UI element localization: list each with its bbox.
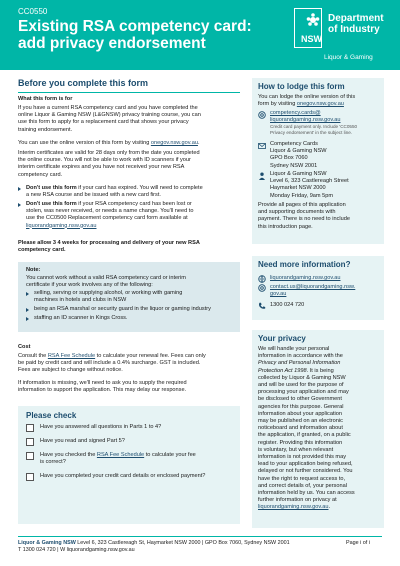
- text-line: Liquor & Gaming NSW: [270, 148, 327, 155]
- contact-email: [270, 284, 355, 298]
- text-line: processing your application and may: [258, 389, 349, 396]
- text-span: .: [328, 504, 331, 511]
- text-line: If information is missing, we'll need to ask you to supply the required: [18, 380, 187, 386]
- text-line: Haymarket NSW 2000: [270, 185, 326, 192]
- check-item: [40, 452, 196, 466]
- text-line: Level 6, 323 Castlereagh Street: [270, 178, 349, 185]
- text-line: the application, if granted, on a public: [258, 432, 351, 439]
- liquor-gaming-link[interactable]: liquorandgaming.nsw.gov.au: [26, 222, 97, 229]
- text-line: lead to your application being refused,: [258, 461, 353, 468]
- text-line: information about your application: [258, 410, 342, 417]
- text-span: form by visiting: [258, 101, 297, 108]
- processing-time: [18, 240, 244, 254]
- text-line: Privacy endorsement' in the subject line.: [270, 130, 353, 135]
- text-span: Consult the: [18, 353, 48, 359]
- logo-nsw-text: NSW: [301, 34, 322, 44]
- note-bullet: [34, 290, 238, 304]
- checkbox[interactable]: [26, 473, 34, 481]
- text-line: Fees are subject to change without notice.: [18, 367, 123, 374]
- note-panel: [18, 262, 240, 332]
- text-line: payment. There is no need to include: [258, 216, 350, 223]
- text-line: Please allow 3 4 weeks for processing and delivery of your new RSA: [18, 240, 200, 246]
- text-span: . It is being: [306, 367, 334, 374]
- what-paragraph-2: [18, 140, 244, 147]
- text-span: Protection Act 1998: [258, 367, 307, 374]
- text-line: We will handle your personal: [258, 346, 330, 352]
- text-line: competency card.: [18, 247, 66, 254]
- cost-heading: Cost: [18, 344, 31, 350]
- lodge-heading: How to lodge this form: [258, 82, 345, 91]
- text-line: and will be used for the purpose of: [258, 382, 344, 389]
- contact-email-link[interactable]: contact.us@liquorandgaming.nsw.: [270, 284, 356, 290]
- text-line: use the CC0500 Replacement competency card form available at: [26, 215, 188, 222]
- title-line-1: Existing RSA competency card:: [18, 18, 252, 35]
- text-span: Level 6, 323 Castlereagh St, Haymarket NSW 2000 | GPO Box 7060, Sydney NSW 2001: [75, 540, 290, 546]
- footer-org: Liquor & Gaming NSW: [18, 540, 76, 546]
- text-line: this introduction page.: [258, 223, 313, 230]
- text-line: machines in hotels and clubs in NSW: [34, 297, 127, 304]
- checklist-heading: Please check: [26, 411, 77, 420]
- at-icon: [258, 111, 266, 119]
- text-line: certificate if your work involves any of the following:: [26, 282, 153, 289]
- footer-contact: T 1300 024 720 | W liquorandgaming.nsw.gov.au: [18, 547, 135, 554]
- what-heading: What this form is for: [18, 96, 73, 102]
- missing-info-paragraph: [18, 380, 244, 394]
- privacy-heading: Your privacy: [258, 334, 306, 343]
- contact-email-link[interactable]: gov.au: [270, 291, 287, 298]
- mail-address: [270, 141, 327, 170]
- page-title: [18, 18, 258, 52]
- bullet-icon: [26, 308, 29, 312]
- text-line: selling, serving or supplying alcohol, or working with gaming: [34, 290, 183, 296]
- text-line: Provide all pages of this application: [258, 202, 346, 208]
- title-line-2: add privacy endorsement: [18, 35, 206, 52]
- text-line: Competency Cards: [270, 141, 318, 147]
- footer-address: [18, 540, 358, 554]
- header-banner: [0, 0, 400, 70]
- text-line: a new RSA course and be issued with a new card first.: [26, 192, 161, 199]
- info-heading: Need more information?: [258, 260, 351, 269]
- before-heading: Before you complete this form: [18, 78, 149, 88]
- text-line: and correct details of, your personal: [258, 482, 347, 489]
- waratah-icon: [306, 13, 320, 27]
- text-line: information to support the application. This may delay our response.: [18, 387, 187, 394]
- bullet-icon: [26, 292, 29, 296]
- check-item: Have you read and signed Part 5?: [40, 438, 125, 444]
- text-line: be paid by credit card and will include a 0.4% surcharge. GST is included.: [18, 360, 201, 367]
- note-bullet: being an RSA marshal or security guard in the liquor or gaming industry: [34, 306, 211, 312]
- email-block: [270, 110, 382, 136]
- phone-icon: [258, 302, 266, 310]
- cost-paragraph: [18, 353, 244, 375]
- text-span: if your RSA competency card has been lost or: [76, 201, 192, 207]
- text-line: may be published on an electronic: [258, 418, 343, 425]
- onegov-link[interactable]: onegov.nsw.gov.au: [150, 140, 198, 146]
- logo-department-line-1: Department: [328, 13, 384, 24]
- logo-department-line-2: of Industry: [328, 24, 380, 35]
- text-span: to calculate your fee: [144, 452, 196, 458]
- email-link[interactable]: competency.cards@: [270, 110, 321, 116]
- divider: [18, 92, 240, 93]
- in-person-address: [270, 171, 349, 200]
- person-icon: [258, 172, 266, 180]
- text-line: interim certificate expires and you have not received your new RSA: [18, 164, 185, 171]
- text-span: if your card has expired. You will need to complete: [76, 185, 203, 191]
- text-line: use this form to apply for a replacement card that shows your privacy: [18, 119, 189, 126]
- text-span: .: [197, 140, 200, 146]
- text-line: Privacy and Personal Information: [258, 360, 341, 367]
- text-line: You can lodge the online version of this: [258, 94, 356, 100]
- check-item: Have you answered all questions in Parts 1 to 4?: [40, 424, 162, 430]
- checkbox[interactable]: [26, 438, 34, 446]
- text-line: information in accordance with the: [258, 353, 343, 360]
- text-line: agencies for this purpose. General: [258, 403, 344, 410]
- text-line: delayed or not further considered. You: [258, 468, 353, 475]
- text-line: Credit card payment only. Include 'CC0550: [270, 124, 358, 130]
- checkbox[interactable]: [26, 452, 34, 460]
- text-line: is correct?: [40, 459, 66, 466]
- logo-department: [328, 13, 394, 35]
- text-line: collected by Liquor & Gaming NSW: [258, 374, 346, 381]
- text-line: online Liquor & Gaming NSW (L&GNSW) privacy training course, you can: [18, 112, 201, 119]
- text-line: be disclosed to other Government: [258, 396, 342, 403]
- provide-text: [258, 202, 382, 231]
- lodge-text: [258, 94, 382, 108]
- text-line: the online course. You will not be able to work with ID scanners if your: [18, 157, 191, 164]
- logo-frame: [294, 8, 322, 48]
- bullet-icon: [18, 203, 21, 207]
- onegov-link[interactable]: onegov.nsw.gov.au: [296, 101, 344, 108]
- nsw-logo: [290, 8, 390, 66]
- text-line: If you have a current RSA competency card and you have completed the: [18, 105, 198, 111]
- bullet-lost: [26, 201, 244, 230]
- text-line: register. Providing this information: [258, 439, 343, 446]
- text-line: noticeboard and information about: [258, 425, 343, 432]
- privacy-link[interactable]: liquorandgaming.nsw.gov.au: [258, 504, 329, 511]
- note-heading: Note:: [26, 267, 41, 273]
- privacy-panel: [252, 330, 384, 528]
- text-line: stolen, was never received, or needs a name change. You'll need to: [26, 208, 194, 215]
- text-line: and supporting documents with: [258, 209, 336, 216]
- note-bullet: staffing an ID scanner in Kings Cross.: [34, 315, 128, 321]
- text-line: further information on privacy at: [258, 497, 337, 504]
- website-link[interactable]: liquorandgaming.nsw.gov.au: [270, 275, 341, 281]
- page-number: Page i of i: [346, 540, 370, 546]
- text-line: information held by us. You can access: [258, 490, 355, 497]
- text-span: You can use the online version of this form by visiting: [18, 140, 151, 146]
- what-paragraph-1: [18, 105, 244, 134]
- text-span: Have you checked the: [40, 452, 97, 458]
- text-line: information is not provided this may: [258, 454, 346, 461]
- bold-text: Don't use this form: [26, 201, 77, 207]
- text-line: have the right to request access to,: [258, 475, 346, 482]
- bullet-expired: [26, 185, 244, 199]
- bullet-icon: [26, 317, 29, 321]
- checklist-panel: [18, 406, 240, 524]
- text-line: Monday Friday, 9am 5pm: [270, 192, 334, 199]
- text-line: Interim certificates are valid for 28 days only from the date you completed: [18, 150, 200, 156]
- logo-subtitle: Liquor & Gaming: [324, 54, 373, 61]
- phone-number: 1300 024 720: [270, 302, 305, 308]
- lodge-panel: [252, 78, 384, 244]
- text-line: training endorsement.: [18, 126, 73, 133]
- fee-schedule-link[interactable]: RSA Fee Schedule: [47, 353, 96, 359]
- info-panel: [252, 256, 384, 320]
- form-code: CC0550: [18, 7, 48, 16]
- footer-divider: [18, 536, 382, 537]
- text-span: to calculate your renewal fee. Fees can only: [95, 353, 206, 359]
- web-icon: [258, 275, 266, 283]
- text-line: Sydney NSW 2001: [270, 162, 318, 169]
- text-line: Liquor & Gaming NSW: [270, 171, 327, 177]
- note-text: [26, 275, 236, 289]
- bullet-icon: [18, 187, 21, 191]
- fee-schedule-link[interactable]: RSA Fee Schedule: [96, 452, 145, 458]
- text-line: You cannot work without a valid RSA competency card or interim: [26, 275, 186, 281]
- check-item: Have you completed your credit card details or enclosed payment?: [40, 473, 206, 479]
- bold-text: Don't use this form: [26, 185, 77, 191]
- at-icon: [258, 284, 266, 292]
- privacy-text: [258, 346, 382, 512]
- email-link[interactable]: liquorandgaming.nsw.gov.au: [270, 117, 341, 124]
- mail-icon: [258, 142, 266, 150]
- what-paragraph-3: [18, 150, 244, 179]
- text-line: competency card.: [18, 171, 63, 178]
- text-line: is voluntary, but when relevant: [258, 446, 334, 453]
- checkbox[interactable]: [26, 424, 34, 432]
- text-line: GPO Box 7060: [270, 155, 308, 162]
